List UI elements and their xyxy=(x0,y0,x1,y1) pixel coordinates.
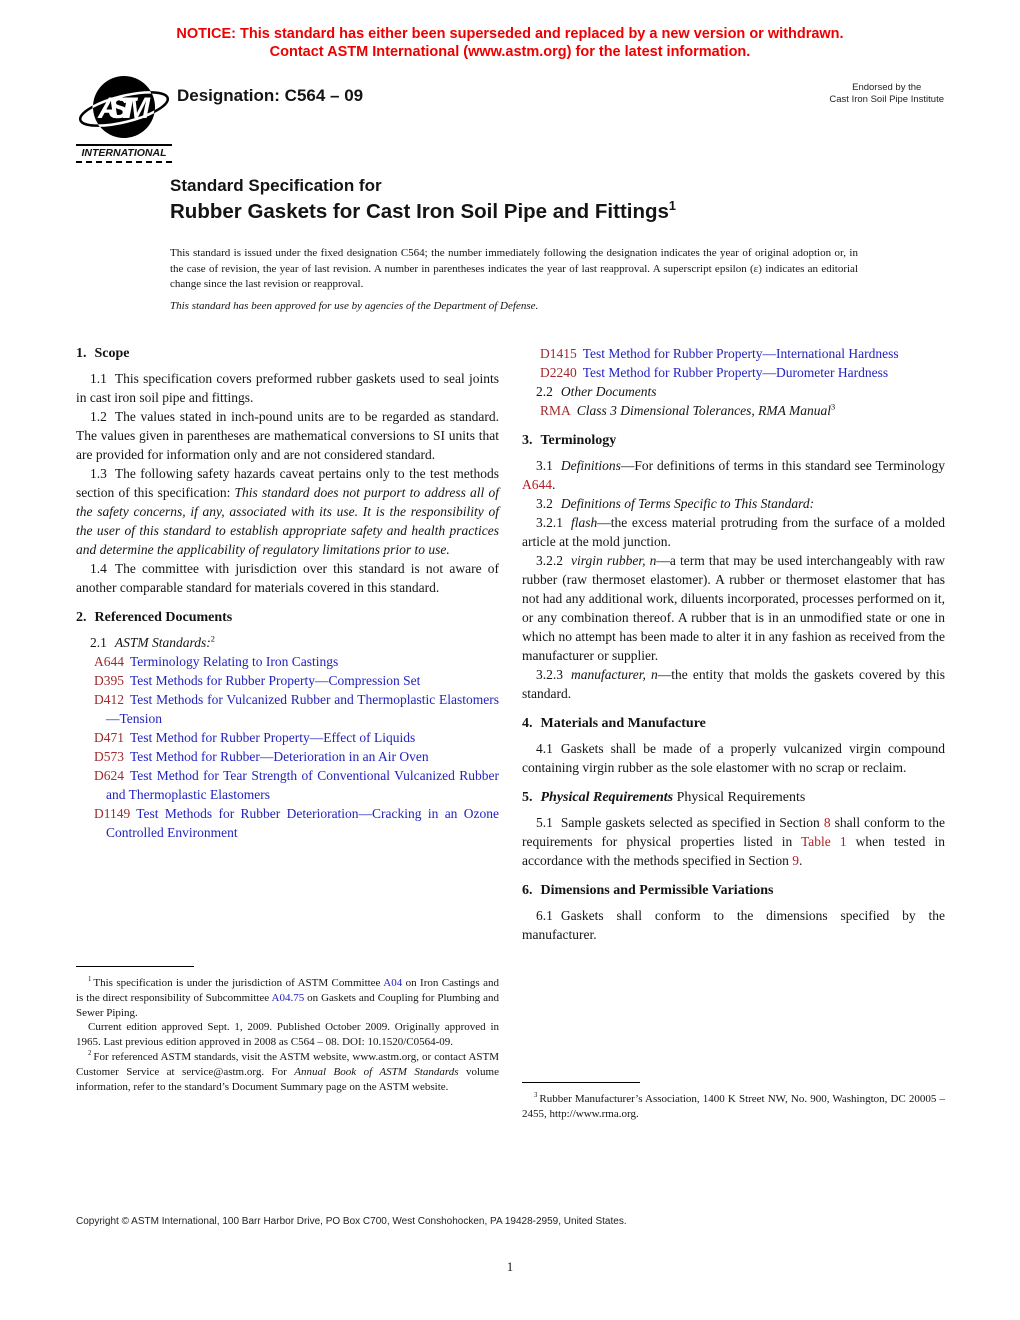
section-1-scope-heading xyxy=(76,344,499,363)
text-run: Gaskets shall conform to the dimensions specified by the manufacturer. xyxy=(522,908,945,942)
clause-1-3 xyxy=(76,464,499,559)
reference-d395 xyxy=(94,671,499,690)
clause-3-2-1 xyxy=(522,513,945,551)
footnotes-right xyxy=(522,1082,945,1122)
astm-logo-text: ASTM xyxy=(98,92,150,125)
text-run: on Gaskets and Coupling for Plumbing and Sewer Piping. xyxy=(76,991,499,1019)
footnote-2 xyxy=(76,1050,499,1094)
footnote-3 xyxy=(522,1092,945,1122)
text-run: 1.1 xyxy=(90,371,107,386)
text-run: Annual Book of ASTM Standards xyxy=(294,1065,459,1078)
title-kicker: Standard Specification for xyxy=(170,176,382,195)
copyright-line: Copyright © ASTM International, 100 Barr Harbor Drive, PO Box C700, West Conshohocken, PA 19428-2959, United States. xyxy=(76,1216,627,1227)
text-run: Current edition approved Sept. 1, 2009. Published October 2009. Originally approved in 1965. Last previous edition approved in 2008 as C564 – 08. DOI: 10.1520/C0564-09. xyxy=(76,1021,499,1049)
text-run: 3. xyxy=(522,433,533,448)
section-5-physical-requirements-heading xyxy=(522,788,945,807)
clause-2-1 xyxy=(76,633,499,652)
section-3-terminology-heading xyxy=(522,431,945,450)
standard-designation-link[interactable]: D1415 xyxy=(540,346,577,361)
section-2-referenced-documents-heading xyxy=(76,608,499,627)
clause-3-2 xyxy=(522,494,945,513)
text-run: The following safety hazards caveat pertains only to the test methods section of this specification: xyxy=(76,466,499,500)
dod-approval-note: This standard has been approved for use by agencies of the Department of Defense. xyxy=(170,300,539,312)
text-run: —a term that may be used interchangeably with raw rubber (raw thermoset elastomer). A rubber or thermoset elastomer that has not had any additional work, diluents incorporated, processes performed on it, or any combination thereof. A rubber that is in an unmodified state or one in which no attempt has been made to alter it in any fashion as received from the manufacturer or supplier. xyxy=(522,553,945,663)
text-run: Rubber Manufacturer’s Association, 1400 K Street NW, No. 900, Washington, DC 20005 – 2455, http://www.rma.org. xyxy=(522,1093,945,1120)
text-run: flash xyxy=(571,515,598,530)
astm-logo xyxy=(76,72,172,163)
text-run: 5. xyxy=(522,790,533,805)
blue-reference-link[interactable]: Test Method for Tear Strength of Conventional Vulcanized Rubber and Thermoplastic Elastomers xyxy=(106,768,499,802)
footnote-separator-left xyxy=(76,966,194,967)
standard-designation-link[interactable]: D412 xyxy=(94,692,124,707)
designation-label: Designation: C564 – 09 xyxy=(177,86,364,105)
text-run: This specification covers preformed rubber gaskets used to seal joints in cast iron soil pipe and fittings. xyxy=(76,371,499,405)
section-6-dimensions-heading xyxy=(522,881,945,900)
text-run: Definitions of Terms Specific to This Standard: xyxy=(560,496,815,511)
text-run: 3 xyxy=(534,1092,538,1100)
footnotes-left xyxy=(76,966,499,1094)
text-run: 6. xyxy=(522,883,533,898)
text-run: This standard does not purport to address all of the safety concerns, if any, associated with its use. It is the responsibility of the user of this standard to establish appropriate safety and health practices and determine the applicability of regulatory limitations prior to use. xyxy=(76,485,499,557)
standard-designation-link[interactable]: D471 xyxy=(94,730,124,745)
blue-reference-link[interactable]: A04 xyxy=(383,977,403,989)
blue-reference-link[interactable]: A04.75 xyxy=(271,991,305,1004)
clause-1-4 xyxy=(76,559,499,597)
text-run: Gaskets shall be made of a properly vulcanized virgin compound containing virgin rubber as the sole elastomer with no scrap or reclaim. xyxy=(522,741,945,775)
red-reference-link[interactable]: 9 xyxy=(792,853,800,868)
standard-designation-link[interactable]: RMA xyxy=(540,403,571,418)
standard-designation-link[interactable]: D573 xyxy=(94,749,124,764)
text-run: 2 xyxy=(88,1050,92,1058)
text-run: Dimensions and Permissible Variations xyxy=(540,883,774,898)
reference-d412 xyxy=(94,690,499,728)
endorsement-line2: Cast Iron Soil Pipe Institute xyxy=(829,93,944,105)
text-run: Class 3 Dimensional Tolerances, RMA Manual xyxy=(576,403,832,418)
text-run: shall conform to the requirements for physical properties listed in xyxy=(522,815,945,849)
text-run: 5.1 xyxy=(536,815,553,830)
text-run: 4. xyxy=(522,716,533,731)
text-run: 1.3 xyxy=(90,466,107,481)
clause-3-2-2 xyxy=(522,551,945,665)
text-run: Definitions xyxy=(560,458,621,473)
notice-line2: Contact ASTM International (www.astm.org) for the latest information. xyxy=(269,43,751,60)
blue-reference-link[interactable]: Test Method for Rubber—Deterioration in an Air Oven xyxy=(130,749,429,764)
text-run: 2. xyxy=(76,610,87,625)
clause-1-1 xyxy=(76,369,499,407)
blue-reference-link[interactable]: Terminology Relating to Iron Castings xyxy=(130,654,339,669)
endorsement-line1: Endorsed by the xyxy=(852,82,922,93)
text-run: —the excess material protruding from the surface of a molded article at the mold junction. xyxy=(522,515,945,549)
text-run: 1 xyxy=(668,198,676,214)
text-run: 6.1 xyxy=(536,908,553,923)
text-run: when tested in accordance with the methods specified in Section xyxy=(522,834,945,868)
text-run: 3.2.2 xyxy=(536,553,563,568)
reference-d2240 xyxy=(540,363,945,382)
blue-reference-link[interactable]: Test Methods for Rubber Deterioration—Cracking in an Ozone Controlled Environment xyxy=(106,806,499,840)
reference-d471 xyxy=(94,728,499,747)
text-run: The values stated in inch-pound units are to be regarded as standard. The values given in parentheses are mathematical conversions to SI units that are provided for information only and are not considered standard. xyxy=(76,409,499,462)
blue-reference-link[interactable]: Test Method for Rubber Property—International Hardness xyxy=(582,346,899,361)
text-run: manufacturer, n xyxy=(571,667,658,682)
text-run: —For definitions of terms in this standard see Terminology xyxy=(620,458,945,473)
text-run: 3.2 xyxy=(536,496,553,511)
text-run: Referenced Documents xyxy=(94,610,233,625)
clause-5-1 xyxy=(522,813,945,870)
designation-preamble: This standard is issued under the fixed designation C564; the number immediately following the designation indicates the year of original adoption or, in the case of revision, the year of last revision. A number in parentheses indicates the year of last reapproval. A superscript epsilon (ε) indicates an editorial change since the last revision or reapproval. xyxy=(170,247,858,290)
clause-2-2 xyxy=(522,382,945,401)
astm-logo-mark xyxy=(78,72,170,144)
clause-6-1 xyxy=(522,906,945,944)
text-run: 2.2 xyxy=(536,384,553,399)
text-run: 3.2.3 xyxy=(536,667,563,682)
blue-reference-link[interactable]: Test Methods for Vulcanized Rubber and Thermoplastic Elastomers—Tension xyxy=(106,692,499,726)
standard-designation-link[interactable]: D395 xyxy=(94,673,124,688)
text-run: 4.1 xyxy=(536,741,553,756)
text-run: Materials and Manufacture xyxy=(540,716,706,731)
text-run: ASTM Standards: xyxy=(114,635,211,650)
blue-reference-link[interactable]: Test Method for Rubber Property—Effect of Liquids xyxy=(130,730,416,745)
text-run: 2 xyxy=(210,634,215,644)
notice-line1: NOTICE: This standard has either been superseded and replaced by a new version or withdrawn. xyxy=(176,26,844,42)
clause-1-2 xyxy=(76,407,499,464)
astm-logo-international-label: INTERNATIONAL xyxy=(76,144,172,163)
reference-rma xyxy=(540,401,945,420)
text-run: volume information, refer to the standard’s Document Summary page on the ASTM website. xyxy=(76,1065,499,1093)
text-run: 1 xyxy=(88,976,92,984)
section-4-materials-heading xyxy=(522,714,945,733)
red-reference-link[interactable]: A644 xyxy=(522,477,552,492)
clause-3-1 xyxy=(522,456,945,494)
text-run: This specification is under the jurisdiction of ASTM Committee xyxy=(93,977,384,989)
text-run: 1.4 xyxy=(90,561,107,576)
standard-designation-link[interactable]: A644 xyxy=(94,654,124,669)
text-run: Rubber Gaskets for Cast Iron Soil Pipe and Fittings xyxy=(170,200,669,223)
text-run: on Iron Castings and is the direct responsibility of Subcommittee xyxy=(76,977,499,1004)
footnote-1 xyxy=(76,976,499,1020)
text-run: —the entity that molds the gaskets covered by this standard. xyxy=(522,667,945,701)
blue-reference-link[interactable]: Test Method for Rubber Property—Durometer Hardness xyxy=(582,365,889,380)
reference-a644 xyxy=(94,652,499,671)
title-main xyxy=(170,199,910,224)
right-column xyxy=(522,344,945,944)
text-run: Physical Requirements xyxy=(540,790,674,805)
text-run: . xyxy=(552,477,556,492)
left-column xyxy=(76,344,499,842)
footnote-1-continuation xyxy=(76,1020,499,1050)
standard-designation-link[interactable]: D2240 xyxy=(540,365,577,380)
reference-d573 xyxy=(94,747,499,766)
red-reference-link[interactable]: Table 1 xyxy=(801,834,847,849)
reference-d624 xyxy=(94,766,499,804)
text-run: The committee with jurisdiction over this standard is not aware of another comparable standard for materials covered in this standard. xyxy=(76,561,499,595)
text-run: Sample gaskets selected as specified in Section xyxy=(560,815,824,830)
supersession-notice xyxy=(0,26,1020,61)
standard-designation-link[interactable]: D1149 xyxy=(94,806,131,821)
footnote-separator-right xyxy=(522,1082,640,1083)
text-run: 3.1 xyxy=(536,458,553,473)
text-run: 1.2 xyxy=(90,409,107,424)
page-number: 1 xyxy=(506,1260,514,1274)
text-run: 3 xyxy=(831,402,836,412)
blue-reference-link[interactable]: Test Methods for Rubber Property—Compression Set xyxy=(130,673,421,688)
text-run: Scope xyxy=(94,346,130,361)
reference-d1415 xyxy=(540,344,945,363)
text-run: . xyxy=(799,853,803,868)
document-title xyxy=(170,175,910,224)
text-run: For referenced ASTM standards, visit the ASTM website, www.astm.org, or contact ASTM Customer Service at service@astm.org. For xyxy=(76,1050,499,1078)
clause-4-1 xyxy=(522,739,945,777)
text-run: 2.1 xyxy=(90,635,107,650)
text-run: Other Documents xyxy=(560,384,657,399)
text-run: Physical Requirements xyxy=(673,790,806,805)
text-run: Terminology xyxy=(540,433,617,448)
standard-designation-link[interactable]: D624 xyxy=(94,768,124,783)
clause-3-2-3 xyxy=(522,665,945,703)
red-reference-link[interactable]: 8 xyxy=(823,815,831,830)
reference-d1149 xyxy=(94,804,499,842)
endorsement-note xyxy=(829,82,944,105)
text-run: 1. xyxy=(76,346,87,361)
text-run: 3.2.1 xyxy=(536,515,563,530)
text-run: virgin rubber, n xyxy=(571,553,657,568)
